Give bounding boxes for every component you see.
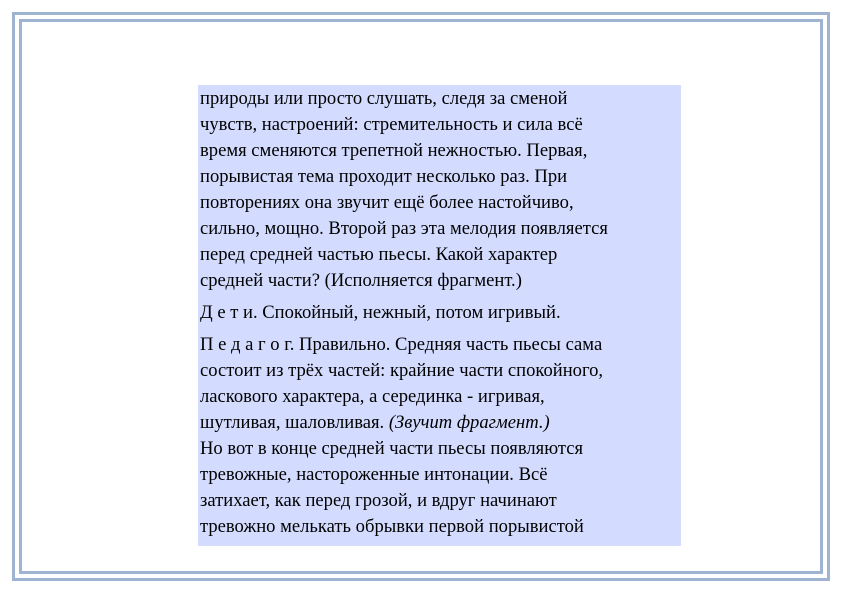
stage-direction: (Звучит фрагмент.) bbox=[388, 412, 550, 433]
paragraph-1 bbox=[200, 86, 681, 294]
text-line: Но вот в конце средней части пьесы появляются bbox=[200, 438, 584, 459]
text-line: природы или просто слушать, следя за сменой bbox=[200, 88, 568, 109]
text-line: тревожные, настороженные интонации. Всё bbox=[200, 464, 548, 485]
text-line: состоит из трёх частей: крайние части спокойного, bbox=[200, 360, 604, 381]
text-line: время сменяются трепетной нежностью. Первая, bbox=[200, 140, 588, 161]
text-plain: шутливая, шаловливая. bbox=[200, 412, 389, 433]
text-line: перед средней частью пьесы. Какой характер bbox=[200, 244, 558, 265]
children-reply: Спокойный, нежный, потом игривый. bbox=[257, 302, 561, 323]
paragraph-2 bbox=[200, 300, 681, 326]
text-line: ласкового характера, а серединка - игривая, bbox=[200, 386, 545, 407]
text-line: средней части? (Исполняется фрагмент.) bbox=[200, 270, 522, 291]
text-line: повторениях она звучит ещё более настойчиво, bbox=[200, 192, 574, 213]
dialogue-line bbox=[200, 332, 681, 358]
text-line: чувств, настроений: стремительность и сила всё bbox=[200, 114, 583, 135]
teacher-reply: Правильно. Средняя часть пьесы сама bbox=[294, 334, 603, 355]
text-line: затихает, как перед грозой, и вдруг начинают bbox=[200, 490, 557, 511]
speaker-children: Д е т и. bbox=[200, 302, 258, 323]
speaker-teacher: П е д а г о г. bbox=[200, 334, 295, 355]
paragraph-3 bbox=[200, 332, 681, 540]
dialogue-line bbox=[200, 300, 681, 326]
text-line: порывистая тема проходит несколько раз. При bbox=[200, 166, 568, 187]
text-line: сильно, мощно. Второй раз эта мелодия появляется bbox=[200, 218, 608, 239]
text-block bbox=[198, 85, 681, 546]
text-line bbox=[200, 410, 681, 436]
text-line: тревожно мелькать обрывки первой порывистой bbox=[200, 516, 584, 537]
